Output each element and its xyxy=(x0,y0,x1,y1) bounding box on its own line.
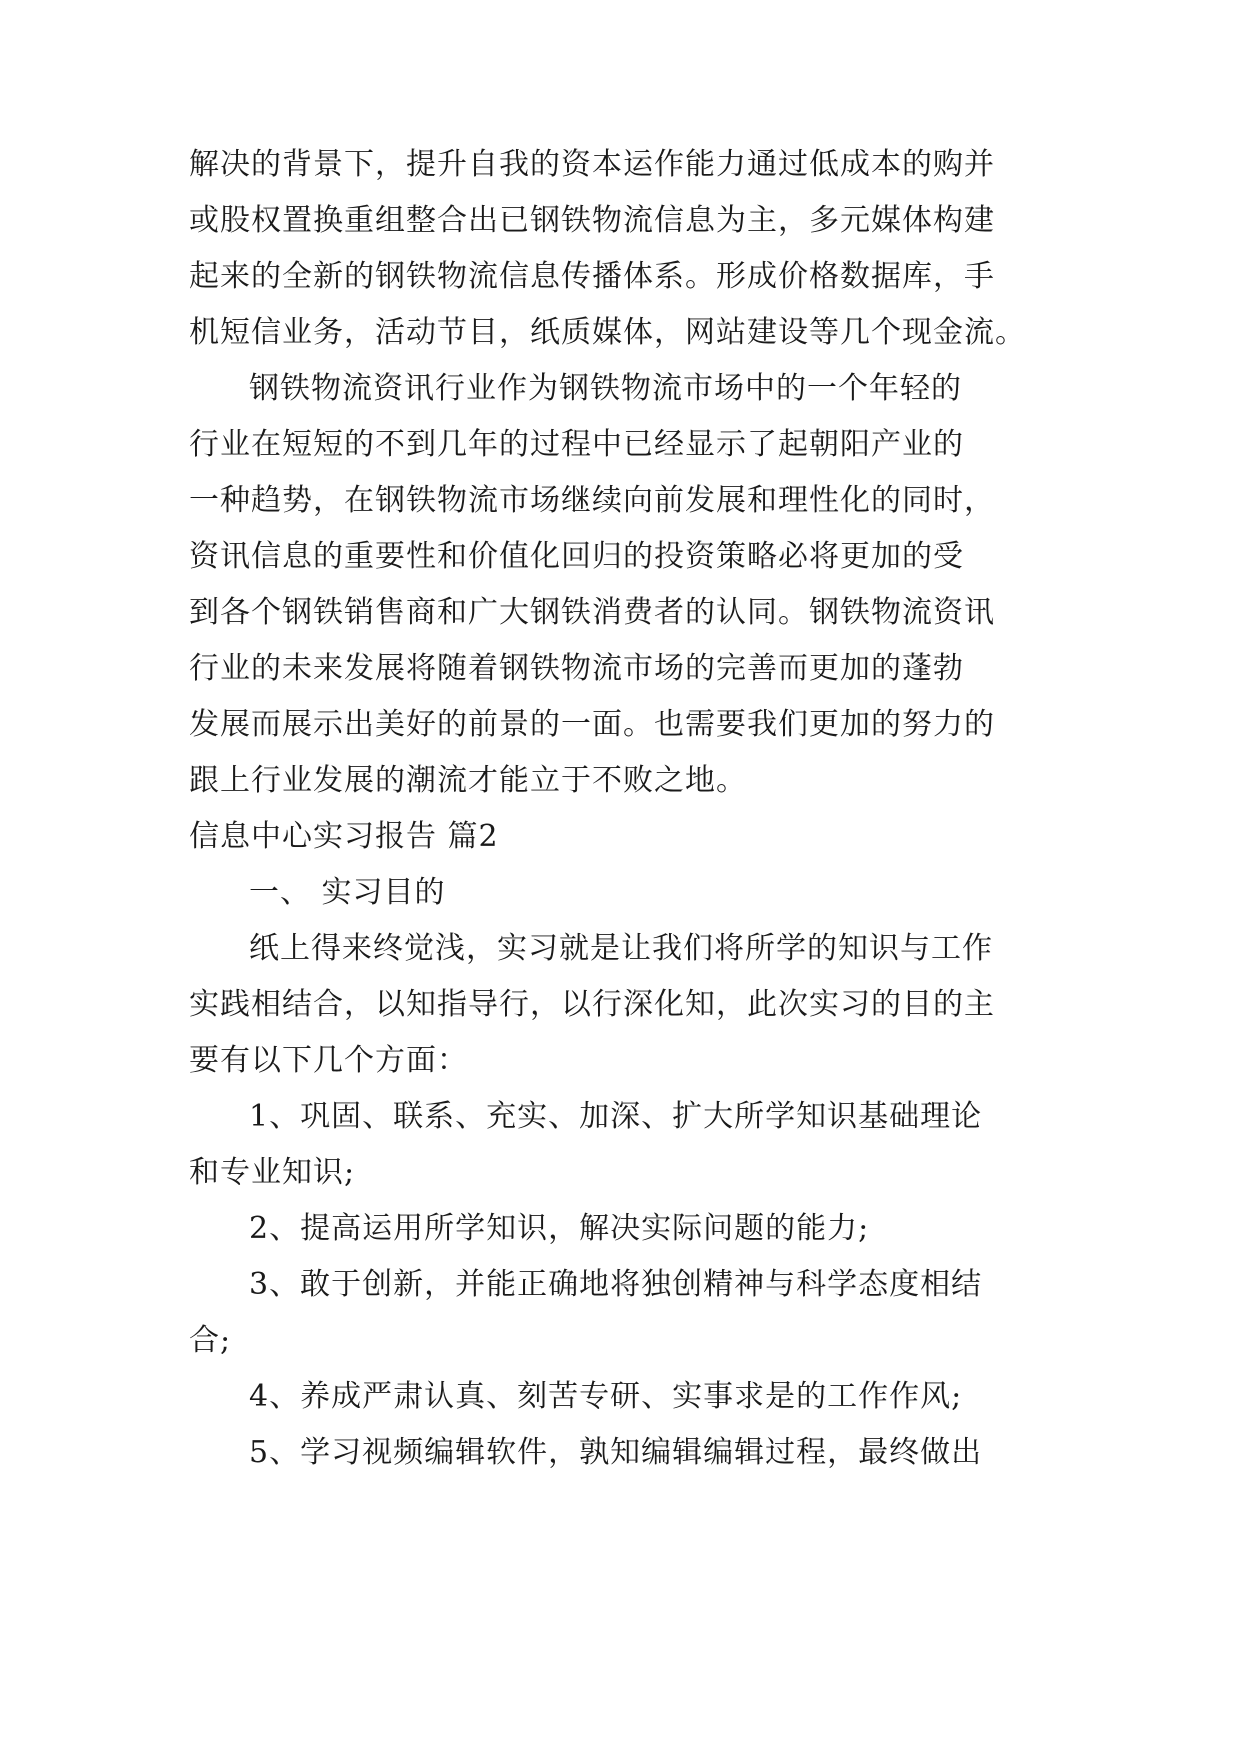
list-item-5: 5、学习视频编辑软件，孰知编辑编辑过程，最终做出 xyxy=(249,1435,983,1470)
paragraph-1-line-3: 起来的全新的钢铁物流信息传播体系。形成价格数据库，手 xyxy=(189,259,995,294)
paragraph-2-line-2: 行业在短短的不到几年的过程中已经显示了起朝阳产业的 xyxy=(189,427,964,462)
list-item-2: 2、提高运用所学知识，解决实际问题的能力; xyxy=(249,1211,870,1246)
paragraph-1-line-2: 或股权置换重组整合出已钢铁物流信息为主，多元媒体构建 xyxy=(189,203,995,238)
paragraph-2-line-6: 行业的未来发展将随着钢铁物流市场的完善而更加的蓬勃 xyxy=(189,651,964,686)
paragraph-2-line-8: 跟上行业发展的潮流才能立于不败之地。 xyxy=(189,763,747,798)
paragraph-1-line-4: 机短信业务，活动节目，纸质媒体，网站建设等几个现金流。 xyxy=(189,315,1026,350)
paragraph-2-line-7: 发展而展示出美好的前景的一面。也需要我们更加的努力的 xyxy=(189,707,995,742)
paragraph-3-line-2: 实践相结合，以知指导行，以行深化知，此次实习的目的主 xyxy=(189,987,995,1022)
section-heading: 信息中心实习报告 篇2 xyxy=(189,819,499,854)
list-item-1-line-2: 和专业知识; xyxy=(189,1155,356,1190)
paragraph-3-line-1: 纸上得来终觉浅，实习就是让我们将所学的知识与工作 xyxy=(249,931,993,966)
paragraph-2-line-1: 钢铁物流资讯行业作为钢铁物流市场中的一个年轻的 xyxy=(249,371,962,406)
paragraph-3-line-3: 要有以下几个方面： xyxy=(189,1043,468,1078)
paragraph-2-line-5: 到各个钢铁销售商和广大钢铁消费者的认同。钢铁物流资讯 xyxy=(189,595,995,630)
paragraph-2-line-4: 资讯信息的重要性和价值化回归的投资策略必将更加的受 xyxy=(189,539,964,574)
list-item-3-line-1: 3、敢于创新，并能正确地将独创精神与科学态度相结 xyxy=(249,1267,983,1302)
list-item-1-line-1: 1、巩固、联系、充实、加深、扩大所学知识基础理论 xyxy=(249,1099,983,1134)
paragraph-2-line-3: 一种趋势，在钢铁物流市场继续向前发展和理性化的同时， xyxy=(189,483,995,518)
subsection-heading: 一、 实习目的 xyxy=(249,875,446,910)
paragraph-1-line-1: 解决的背景下，提升自我的资本运作能力通过低成本的购并 xyxy=(189,147,995,182)
list-item-3-line-2: 合; xyxy=(189,1323,232,1358)
list-item-4: 4、养成严肃认真、刻苦专研、实事求是的工作作风; xyxy=(249,1379,963,1414)
